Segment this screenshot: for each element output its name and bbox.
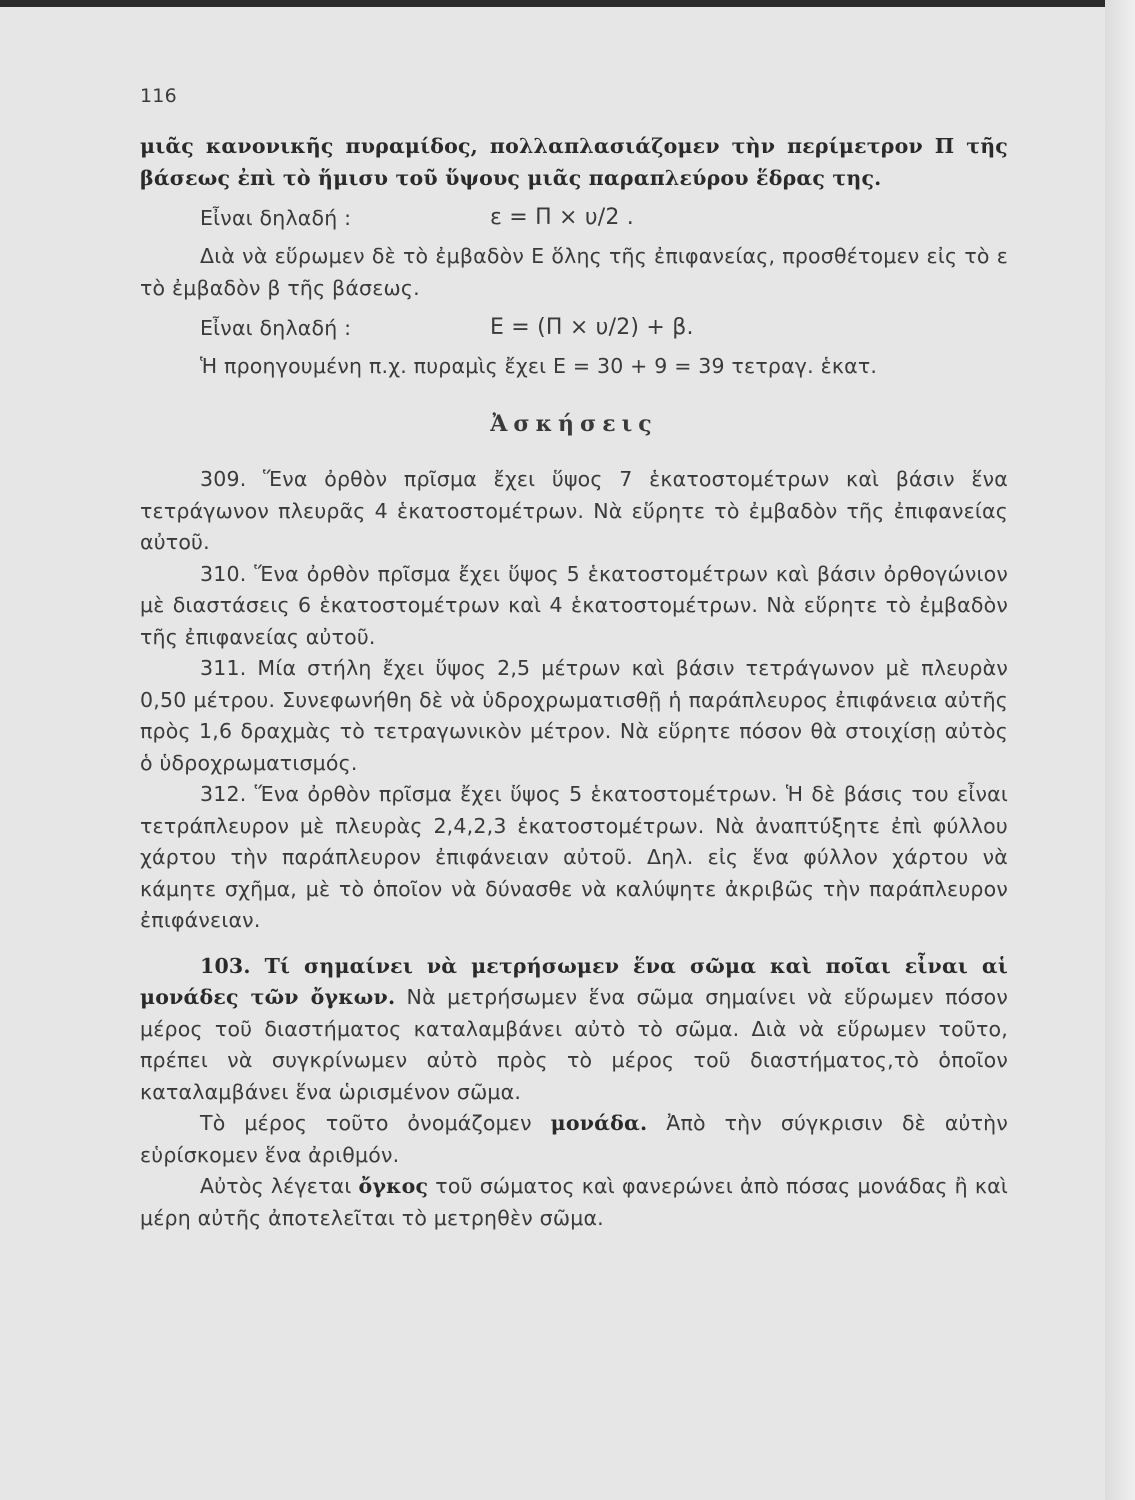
exercise-311: 311. Μία στήλη ἔχει ὕψος 2,5 μέτρων καὶ βάσιν τετράγωνον μὲ πλευρὰν 0,50 μέτρου. Συνεφωνήθη δὲ νὰ ὑδροχρωματισθῇ ἡ παράπλευρος ἐπιφάνεια αὐτῆς πρὸς 1,6 δραχμὰς τὸ τετραγωνικὸν μέτρον. Νὰ εὕρητε πόσον θὰ στοιχίσῃ αὐτὸς ὁ ὑδροχρωματισμός. <box>140 656 1008 775</box>
text-span: Τὸ μέρος τοῦτο ὀνομάζομεν <box>200 1111 551 1135</box>
page-number: 116 <box>140 85 177 107</box>
intro-sentence: μιᾶς κανονικῆς πυραμίδος, πολλαπλασιάζομεν τὴν περίμετρον Π τῆς βάσεως ἐπὶ τὸ ἥμισυ τοῦ ὕψους μιᾶς παραπλεύρου ἕδρας της. <box>140 134 1008 190</box>
intro-paragraph: Διὰ νὰ εὕρωμεν δὲ τὸ ἐμβαδὸν Ε ὅλης τῆς ἐπιφανείας, προσθέτομεν εἰς τὸ ε τὸ ἐμβαδὸν β τῆς βάσεως. <box>140 244 1008 300</box>
formula-surface-total <box>200 312 1008 344</box>
scan-top-border <box>0 0 1135 7</box>
text-span: Ἀπὸ τὴν σύγκρισιν δὲ αὐτὴν εὑρίσκομεν ἕνα ἀριθμόν. <box>140 1111 1008 1167</box>
text-span: τοῦ σώματος καὶ φανερώνει ἀπὸ πόσας μονάδας ἢ καὶ μέρη αὐτῆς ἀποτελεῖται τὸ μετρηθὲν σῶμα. <box>140 1174 1008 1230</box>
exercise-312: 312. Ἕνα ὀρθὸν πρῖσμα ἔχει ὕψος 5 ἑκατοστομέτρων. Ἡ δὲ βάσις του εἶναι τετράπλευρον μὲ πλευρὰς 2,4,2,3 ἑκατοστομέτρων. Νὰ ἀναπτύξητε ἐπὶ φύλλου χάρτου τὴν παράπλευρον ἐπιφάνειαν αὐτοῦ. Δηλ. εἰς ἕνα φύλλον χάρτου νὰ κάμητε σχῆμα, μὲ τὸ ὁποῖον νὰ δύνασθε νὰ καλύψητε ἀκριβῶς τὴν παράπλευρον ἐπιφάνειαν. <box>140 782 1008 932</box>
section-paragraph <box>140 1171 1008 1234</box>
formula-expression: ε = Π × υ/2 . <box>490 205 634 230</box>
scan-right-edge <box>1105 0 1135 1500</box>
exercises-heading: Ἀσκήσεις <box>490 411 658 437</box>
formula-surface-lateral <box>200 202 1008 234</box>
exercise-309: 309. Ἕνα ὀρθὸν πρῖσμα ἔχει ὕψος 7 ἑκατοστομέτρων καὶ βάσιν ἕνα τετράγωνον πλευρᾶς 4 ἑκατοστομέτρων. Νὰ εὕρητε τὸ ἐμβαδὸν τῆς ἐπιφανείας αὐτοῦ. <box>140 467 1008 554</box>
section-text: Νὰ μετρήσωμεν ἕνα σῶμα σημαίνει νὰ εὕρωμεν πόσον μέρος τοῦ διαστήματος καταλαμβάνει αὐτὸ τὸ σῶμα. Διὰ νὰ εὕρωμεν τοῦτο, πρέπει νὰ συγκρίνωμεν αὐτὸ πρὸς τὸ μέρος τοῦ διαστήματος,τὸ ὁποῖον καταλαμβάνει ἕνα ὡρισμένον σῶμα. <box>140 985 1008 1104</box>
exercise-310: 310. Ἕνα ὀρθὸν πρῖσμα ἔχει ὕψος 5 ἑκατοστομέτρων καὶ βάσιν ὀρθογώνιον μὲ διαστάσεις 6 ἑκατοστομέτρων καὶ 4 ἑκατοστομέτρων. Νὰ εὕρητε τὸ ἐμβαδὸν τῆς ἐπιφανείας αὐτοῦ. <box>140 561 1008 649</box>
formula-label: Εἶναι δηλαδή : <box>200 316 352 340</box>
example-line: Ἡ προηγουμένη π.χ. πυραμὶς ἔχει Ε = 30 + 9 = 39 τετραγ. ἑκατ. <box>200 354 878 378</box>
section-103 <box>140 951 1008 1109</box>
term-volume: ὄγκος <box>358 1174 429 1198</box>
text-span: Αὐτὸς λέγεται <box>200 1174 359 1198</box>
section-title: 103. Τί σημαίνει νὰ μετρήσωμεν ἕνα σῶμα καὶ ποῖαι εἶναι αἱ μονάδες τῶν ὄγκων. <box>140 953 1008 1009</box>
term-unit: μονάδα. <box>550 1111 648 1135</box>
formula-label: Εἶναι δηλαδή : <box>200 206 352 230</box>
intro-block <box>140 130 1008 382</box>
book-page <box>140 80 1008 1234</box>
formula-expression: Ε = (Π × υ/2) + β. <box>490 315 694 340</box>
section-paragraph <box>140 1108 1008 1171</box>
